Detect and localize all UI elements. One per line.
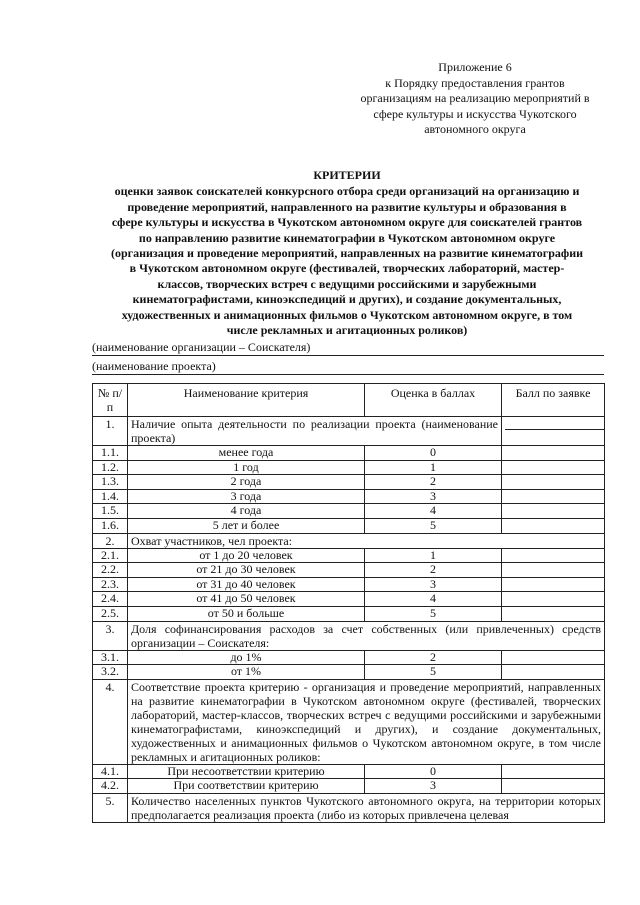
application-score-cell (502, 475, 605, 490)
application-score-cell (502, 650, 605, 665)
table-row (93, 592, 605, 607)
table-row (93, 489, 605, 504)
sub-number: 1.3. (93, 475, 128, 490)
title-line: художественных и анимационных фильмов о Чукотском автономном округе, в том (121, 307, 573, 322)
application-score-cell (502, 665, 605, 680)
sub-name: от 1% (128, 665, 365, 680)
criteria-table (92, 383, 605, 823)
application-score-cell (502, 518, 605, 533)
sub-number: 1.4. (93, 489, 128, 504)
application-score-cell (502, 764, 605, 779)
sub-name: 5 лет и более (128, 518, 365, 533)
title-line: (организация и проведение мероприятий, направленных на развитие кинематографии (110, 246, 584, 261)
table-row (93, 650, 605, 665)
table-row (93, 764, 605, 779)
criterion-number: 1. (93, 417, 128, 446)
sub-number: 2.4. (93, 592, 128, 607)
application-score-cell (502, 577, 605, 592)
criterion-text: Охват участников, чел проекта: (128, 533, 605, 548)
criterion-number: 5. (93, 793, 128, 822)
sub-score: 5 (365, 518, 502, 533)
application-score-cell (502, 446, 605, 461)
table-row (93, 665, 605, 680)
sub-number: 1.6. (93, 518, 128, 533)
sub-number: 2.5. (93, 606, 128, 621)
sub-score: 3 (365, 489, 502, 504)
criterion-text: Доля софинансирования расходов за счет собственных (или привлеченных) средств организации – Соискателя: (128, 621, 605, 650)
title-line: проведение мероприятий, направленного на развитие культуры и образования в (127, 199, 567, 214)
title-line: сфере культуры и искусства в Чукотском автономном округе для соискателей грантов (111, 215, 583, 230)
sub-name: При несоответствии критерию (128, 764, 365, 779)
table-row (93, 548, 605, 563)
sub-name: от 50 и больше (128, 606, 365, 621)
appendix-line: Приложение 6 (438, 60, 512, 74)
sub-name: от 1 до 20 человек (128, 548, 365, 563)
title-line: кинематографистами, киноэкспедиций и других), и создание документальных, (132, 292, 562, 307)
table-row (93, 460, 605, 475)
criterion-text: Наличие опыта деятельности по реализации проекта (наименование проекта) (128, 417, 502, 446)
sub-number: 3.2. (93, 665, 128, 680)
table-header-row (93, 384, 605, 417)
sub-name: 1 год (128, 460, 365, 475)
sub-number: 3.1. (93, 650, 128, 665)
header-application-score: Балл по заявке (502, 384, 605, 417)
title-heading: КРИТЕРИИ (313, 168, 381, 182)
criterion-row (93, 621, 605, 650)
sub-score: 3 (365, 779, 502, 794)
sub-number: 2.3. (93, 577, 128, 592)
table-row (93, 475, 605, 490)
sub-score: 1 (365, 460, 502, 475)
application-score-cell (502, 548, 605, 563)
application-score-cell (502, 504, 605, 519)
criterion-number: 3. (93, 621, 128, 650)
title-line: классов, творческих встреч с ведущими российскими и зарубежными (157, 276, 537, 291)
sub-score: 3 (365, 577, 502, 592)
criterion-text: Соответствие проекта критерию - организация и проведение мероприятий, направленных на развитие кинематографии в Чукотском автономном округе (фестивалей, творческих лабораторий, мастер-классов, творческих встреч с ведущими российскими и зарубежными кинематографистами, киноэкспедиций и других), и создание документальных, художественных и анимационных фильмов о Чукотском автономном округе, в том числе рекламных и агитационных роликов: (128, 679, 605, 764)
sub-number: 1.1. (93, 446, 128, 461)
title-line: оценки заявок соискателей конкурсного отбора среди организаций на организацию и (114, 184, 580, 199)
document-title (82, 168, 612, 338)
sub-score: 0 (365, 446, 502, 461)
score-blank-line (505, 417, 604, 430)
sub-score: 5 (365, 665, 502, 680)
header-score: Оценка в баллах (365, 384, 502, 417)
table-row (93, 504, 605, 519)
application-score-cell (502, 563, 605, 578)
header-number: № п/п (93, 384, 128, 417)
application-score-cell (502, 606, 605, 621)
sub-name: 2 года (128, 475, 365, 490)
appendix-line: к Порядку предоставления грантов (385, 75, 565, 90)
table-row (93, 606, 605, 621)
sub-name: 4 года (128, 504, 365, 519)
sub-number: 1.5. (93, 504, 128, 519)
criterion-row (93, 417, 605, 446)
criterion-text: Количество населенных пунктов Чукотского автономного округа, на территории которых предполагается реализация проекта (либо из которых привлечена целевая (128, 793, 605, 822)
header-criterion: Наименование критерия (128, 384, 365, 417)
sub-score: 2 (365, 475, 502, 490)
criterion-row (93, 679, 605, 764)
appendix-line: организациям на реализацию мероприятий в (360, 91, 590, 105)
application-score-cell (502, 417, 605, 446)
sub-score: 2 (365, 650, 502, 665)
sub-score: 1 (365, 548, 502, 563)
sub-score: 5 (365, 606, 502, 621)
title-line: числе рекламных и агитационных роликов) (226, 323, 468, 338)
sub-name: менее года (128, 446, 365, 461)
sub-name: от 41 до 50 человек (128, 592, 365, 607)
criterion-number: 4. (93, 679, 128, 764)
appendix-line: сфере культуры и искусства Чукотского (373, 106, 577, 121)
table-row (93, 518, 605, 533)
sub-name: от 31 до 40 человек (128, 577, 365, 592)
sub-number: 1.2. (93, 460, 128, 475)
sub-score: 4 (365, 592, 502, 607)
organization-name-line: (наименование организации – Соискателя) (92, 340, 604, 356)
sub-name: При соответствии критерию (128, 779, 365, 794)
sub-number: 2.1. (93, 548, 128, 563)
sub-score: 2 (365, 563, 502, 578)
project-name-line: (наименование проекта) (92, 359, 604, 375)
title-line: по направлению развитие кинематографии в Чукотском автономном округе (138, 230, 556, 245)
sub-score: 0 (365, 764, 502, 779)
criterion-row (93, 793, 605, 822)
sub-number: 2.2. (93, 563, 128, 578)
sub-number: 4.2. (93, 779, 128, 794)
appendix-line: автономного округа (424, 122, 526, 136)
table-row (93, 446, 605, 461)
table-row (93, 779, 605, 794)
table-row (93, 563, 605, 578)
criterion-number: 2. (93, 533, 128, 548)
criterion-row (93, 533, 605, 548)
application-score-cell (502, 779, 605, 794)
sub-score: 4 (365, 504, 502, 519)
appendix-header (340, 60, 610, 138)
application-score-cell (502, 592, 605, 607)
application-score-cell (502, 460, 605, 475)
sub-number: 4.1. (93, 764, 128, 779)
title-line: в Чукотском автономном округе (фестивалей, творческих лабораторий, мастер- (129, 261, 565, 276)
table-row (93, 577, 605, 592)
sub-name: 3 года (128, 489, 365, 504)
sub-name: от 21 до 30 человек (128, 563, 365, 578)
application-score-cell (502, 489, 605, 504)
sub-name: до 1% (128, 650, 365, 665)
